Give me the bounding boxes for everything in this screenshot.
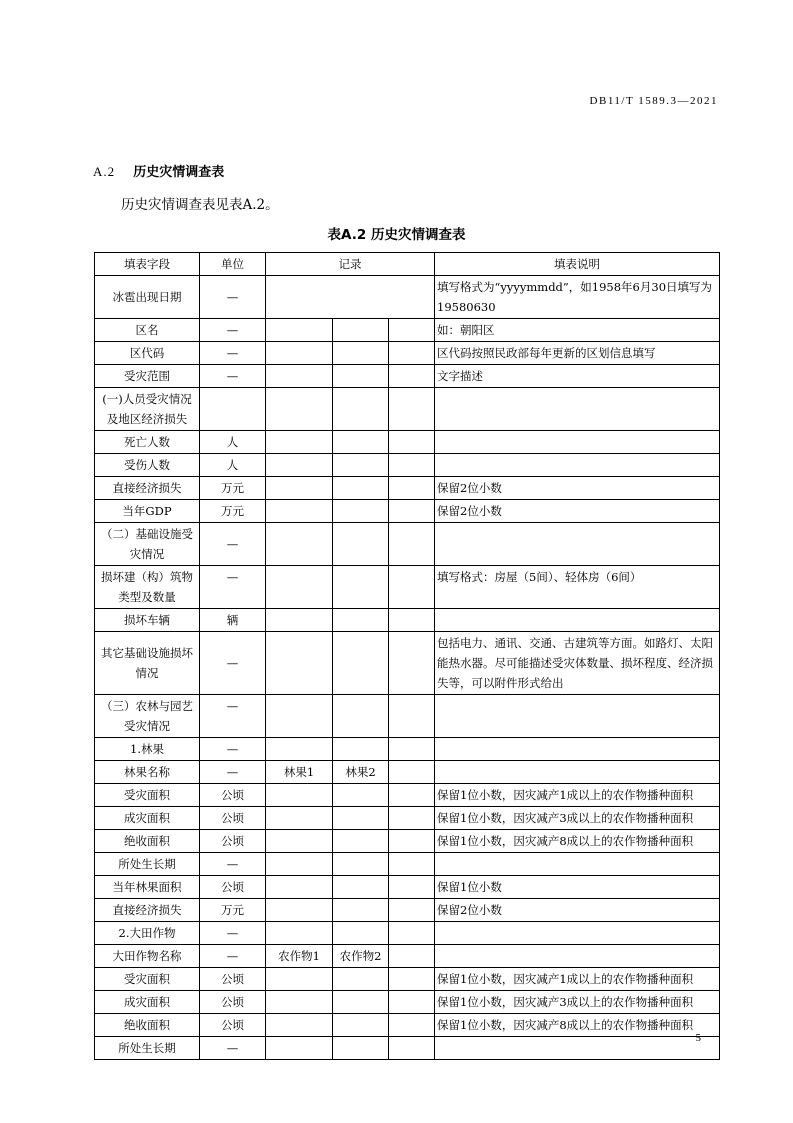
record-cell-2 (333, 807, 389, 830)
record-cell-3 (389, 830, 435, 853)
unit-cell: 公顷 (200, 807, 266, 830)
record-cell-3 (389, 431, 435, 454)
unit-cell: — (200, 853, 266, 876)
unit-cell: — (200, 319, 266, 342)
record-cell-2 (333, 853, 389, 876)
record-cell-3 (389, 342, 435, 365)
table-row (95, 738, 720, 761)
note-cell: 区代码按照民政部每年更新的区划信息填写 (435, 342, 720, 365)
disaster-survey-table (94, 252, 720, 1060)
table-row (95, 431, 720, 454)
header-field: 填表字段 (95, 253, 200, 276)
record-cell-1 (266, 853, 333, 876)
record-cell-2 (333, 566, 389, 609)
field-cell: 区代码 (95, 342, 200, 365)
field-cell: 死亡人数 (95, 431, 200, 454)
table-row (95, 1037, 720, 1060)
record-cell-2 (333, 477, 389, 500)
note-cell: 保留1位小数，因灾减产8成以上的农作物播种面积 (435, 1014, 720, 1037)
record-cell-2 (333, 523, 389, 566)
record-cell-1 (266, 695, 333, 738)
record-cell-2 (333, 632, 389, 695)
record-cell-3 (389, 876, 435, 899)
section-title: 历史灾情调查表 (133, 165, 225, 180)
table-row (95, 922, 720, 945)
note-cell (435, 922, 720, 945)
note-cell: 保留1位小数，因灾减产8成以上的农作物播种面积 (435, 830, 720, 853)
table-row (95, 566, 720, 609)
record-cell-1 (266, 1014, 333, 1037)
record-cell-2 (333, 1014, 389, 1037)
note-cell (435, 738, 720, 761)
note-cell: 保留2位小数 (435, 899, 720, 922)
record-cell-3 (389, 319, 435, 342)
unit-cell: — (200, 1037, 266, 1060)
field-cell: （二）基础设施受灾情况 (95, 523, 200, 566)
note-cell (435, 945, 720, 968)
unit-cell: — (200, 738, 266, 761)
record-cell-2 (333, 899, 389, 922)
note-cell: 填写格式：房屋（5间）、轻体房（6间） (435, 566, 720, 609)
unit-cell (200, 388, 266, 431)
record-cell-2 (333, 609, 389, 632)
unit-cell: 公顷 (200, 1014, 266, 1037)
section-number: A.2 (93, 164, 116, 179)
table-row (95, 784, 720, 807)
note-cell: 如：朝阳区 (435, 319, 720, 342)
field-cell: 成灾面积 (95, 991, 200, 1014)
field-cell: 1.林果 (95, 738, 200, 761)
header-unit: 单位 (200, 253, 266, 276)
note-cell: 包括电力、通讯、交通、古建筑等方面。如路灯、太阳能热水器。尽可能描述受灾体数量、损坏程度、经济损失等，可以附件形式给出 (435, 632, 720, 695)
table-row (95, 454, 720, 477)
record-cell-2 (333, 500, 389, 523)
record-cell-1 (266, 365, 333, 388)
record-cell-1 (266, 876, 333, 899)
note-cell (435, 695, 720, 738)
record-cell (266, 276, 435, 319)
field-cell: （三）农林与园艺受灾情况 (95, 695, 200, 738)
unit-cell: — (200, 945, 266, 968)
note-cell (435, 761, 720, 784)
record-cell-3 (389, 899, 435, 922)
unit-cell: — (200, 523, 266, 566)
unit-cell: — (200, 922, 266, 945)
table-row (95, 991, 720, 1014)
note-cell: 保留1位小数，因灾减产1成以上的农作物播种面积 (435, 784, 720, 807)
table-row (95, 276, 720, 319)
field-cell: 冰雹出现日期 (95, 276, 200, 319)
record-cell-2 (333, 876, 389, 899)
record-cell-1 (266, 431, 333, 454)
record-cell-3 (389, 609, 435, 632)
record-cell-2: 农作物2 (333, 945, 389, 968)
record-cell-2 (333, 388, 389, 431)
record-cell-1 (266, 342, 333, 365)
record-cell-2 (333, 738, 389, 761)
unit-cell: 万元 (200, 899, 266, 922)
record-cell-3 (389, 500, 435, 523)
field-cell: 林果名称 (95, 761, 200, 784)
field-cell: 当年GDP (95, 500, 200, 523)
table-header-row (95, 253, 720, 276)
note-cell: 保留1位小数，因灾减产1成以上的农作物播种面积 (435, 968, 720, 991)
note-cell: 保留2位小数 (435, 500, 720, 523)
field-cell: 受灾面积 (95, 784, 200, 807)
unit-cell: 公顷 (200, 784, 266, 807)
field-cell: 受灾面积 (95, 968, 200, 991)
record-cell-2 (333, 365, 389, 388)
table-caption: 表A.2 历史灾情调查表 (327, 227, 466, 243)
note-cell (435, 431, 720, 454)
record-cell-3 (389, 523, 435, 566)
field-cell: 绝收面积 (95, 830, 200, 853)
record-cell-1 (266, 500, 333, 523)
note-cell (435, 454, 720, 477)
record-cell-3 (389, 853, 435, 876)
unit-cell: — (200, 566, 266, 609)
record-cell-2 (333, 695, 389, 738)
field-cell: 所处生长期 (95, 853, 200, 876)
record-cell-1 (266, 968, 333, 991)
field-cell: 大田作物名称 (95, 945, 200, 968)
record-cell-3 (389, 922, 435, 945)
record-cell-3 (389, 1037, 435, 1060)
section-heading (93, 161, 224, 180)
note-cell: 文字描述 (435, 365, 720, 388)
table-row (95, 1014, 720, 1037)
record-cell-2 (333, 431, 389, 454)
field-cell: 区名 (95, 319, 200, 342)
field-cell: 绝收面积 (95, 1014, 200, 1037)
field-cell: 受伤人数 (95, 454, 200, 477)
unit-cell: — (200, 695, 266, 738)
unit-cell: — (200, 276, 266, 319)
table-row (95, 968, 720, 991)
field-cell: 其它基础设施损坏情况 (95, 632, 200, 695)
unit-cell: 公顷 (200, 876, 266, 899)
record-cell-1 (266, 523, 333, 566)
note-cell (435, 853, 720, 876)
header-note: 填表说明 (435, 253, 720, 276)
field-cell: 损坏车辆 (95, 609, 200, 632)
record-cell-1 (266, 807, 333, 830)
record-cell-3 (389, 738, 435, 761)
unit-cell: 人 (200, 454, 266, 477)
record-cell-3 (389, 945, 435, 968)
record-cell-3 (389, 695, 435, 738)
field-cell: 成灾面积 (95, 807, 200, 830)
table-row (95, 523, 720, 566)
record-cell-3 (389, 784, 435, 807)
note-cell: 保留1位小数，因灾减产3成以上的农作物播种面积 (435, 807, 720, 830)
field-cell: (一)人员受灾情况及地区经济损失 (95, 388, 200, 431)
record-cell-2 (333, 342, 389, 365)
unit-cell: 人 (200, 431, 266, 454)
field-cell: 当年林果面积 (95, 876, 200, 899)
note-cell (435, 1037, 720, 1060)
record-cell-2 (333, 1037, 389, 1060)
record-cell-1 (266, 1037, 333, 1060)
note-cell: 保留1位小数 (435, 876, 720, 899)
record-cell-3 (389, 566, 435, 609)
table-row (95, 477, 720, 500)
record-cell-1 (266, 784, 333, 807)
record-cell-2 (333, 319, 389, 342)
page-number: 5 (695, 1032, 701, 1044)
record-cell-3 (389, 1014, 435, 1037)
record-cell-2 (333, 784, 389, 807)
header-record: 记录 (266, 253, 435, 276)
table-row (95, 319, 720, 342)
field-cell: 受灾范围 (95, 365, 200, 388)
record-cell-1 (266, 319, 333, 342)
record-cell-3 (389, 477, 435, 500)
record-cell-2 (333, 991, 389, 1014)
record-cell-1 (266, 454, 333, 477)
record-cell-1 (266, 632, 333, 695)
unit-cell: — (200, 632, 266, 695)
table-row (95, 632, 720, 695)
record-cell-1 (266, 566, 333, 609)
field-cell: 2.大田作物 (95, 922, 200, 945)
unit-cell: 万元 (200, 477, 266, 500)
record-cell-2 (333, 968, 389, 991)
record-cell-1 (266, 738, 333, 761)
record-cell-3 (389, 991, 435, 1014)
record-cell-1 (266, 388, 333, 431)
table-row (95, 853, 720, 876)
record-cell-2 (333, 454, 389, 477)
record-cell-3 (389, 968, 435, 991)
table-row (95, 807, 720, 830)
unit-cell: — (200, 342, 266, 365)
field-cell: 所处生长期 (95, 1037, 200, 1060)
record-cell-1: 林果1 (266, 761, 333, 784)
record-cell-1 (266, 830, 333, 853)
record-cell-3 (389, 454, 435, 477)
record-cell-1 (266, 922, 333, 945)
table-row (95, 365, 720, 388)
table-row (95, 609, 720, 632)
table-row (95, 876, 720, 899)
record-cell-3 (389, 632, 435, 695)
table-row (95, 388, 720, 431)
table-row (95, 342, 720, 365)
record-cell-2 (333, 830, 389, 853)
table-row (95, 830, 720, 853)
record-cell-3 (389, 807, 435, 830)
table-row (95, 945, 720, 968)
document-code: DB11/T 1589.3—2021 (589, 95, 718, 107)
intro-paragraph: 历史灾情调查表见表A.2。 (121, 197, 279, 213)
unit-cell: 公顷 (200, 830, 266, 853)
table-row (95, 899, 720, 922)
record-cell-3 (389, 388, 435, 431)
note-cell: 保留2位小数 (435, 477, 720, 500)
note-cell (435, 388, 720, 431)
unit-cell: — (200, 761, 266, 784)
unit-cell: 辆 (200, 609, 266, 632)
record-cell-3 (389, 761, 435, 784)
unit-cell: 公顷 (200, 968, 266, 991)
table-row (95, 500, 720, 523)
note-cell (435, 523, 720, 566)
table-row (95, 761, 720, 784)
record-cell-1 (266, 899, 333, 922)
unit-cell: 公顷 (200, 991, 266, 1014)
record-cell-3 (389, 365, 435, 388)
unit-cell: — (200, 365, 266, 388)
note-cell (435, 609, 720, 632)
record-cell-1 (266, 609, 333, 632)
note-cell: 填写格式为“yyyymmdd”，如1958年6月30日填写为19580630 (435, 276, 720, 319)
record-cell-2 (333, 922, 389, 945)
field-cell: 直接经济损失 (95, 899, 200, 922)
record-cell-1 (266, 477, 333, 500)
table-row (95, 695, 720, 738)
record-cell-1 (266, 991, 333, 1014)
record-cell-1: 农作物1 (266, 945, 333, 968)
note-cell: 保留1位小数，因灾减产3成以上的农作物播种面积 (435, 991, 720, 1014)
unit-cell: 万元 (200, 500, 266, 523)
field-cell: 直接经济损失 (95, 477, 200, 500)
record-cell-2: 林果2 (333, 761, 389, 784)
field-cell: 损坏建（构）筑物类型及数量 (95, 566, 200, 609)
